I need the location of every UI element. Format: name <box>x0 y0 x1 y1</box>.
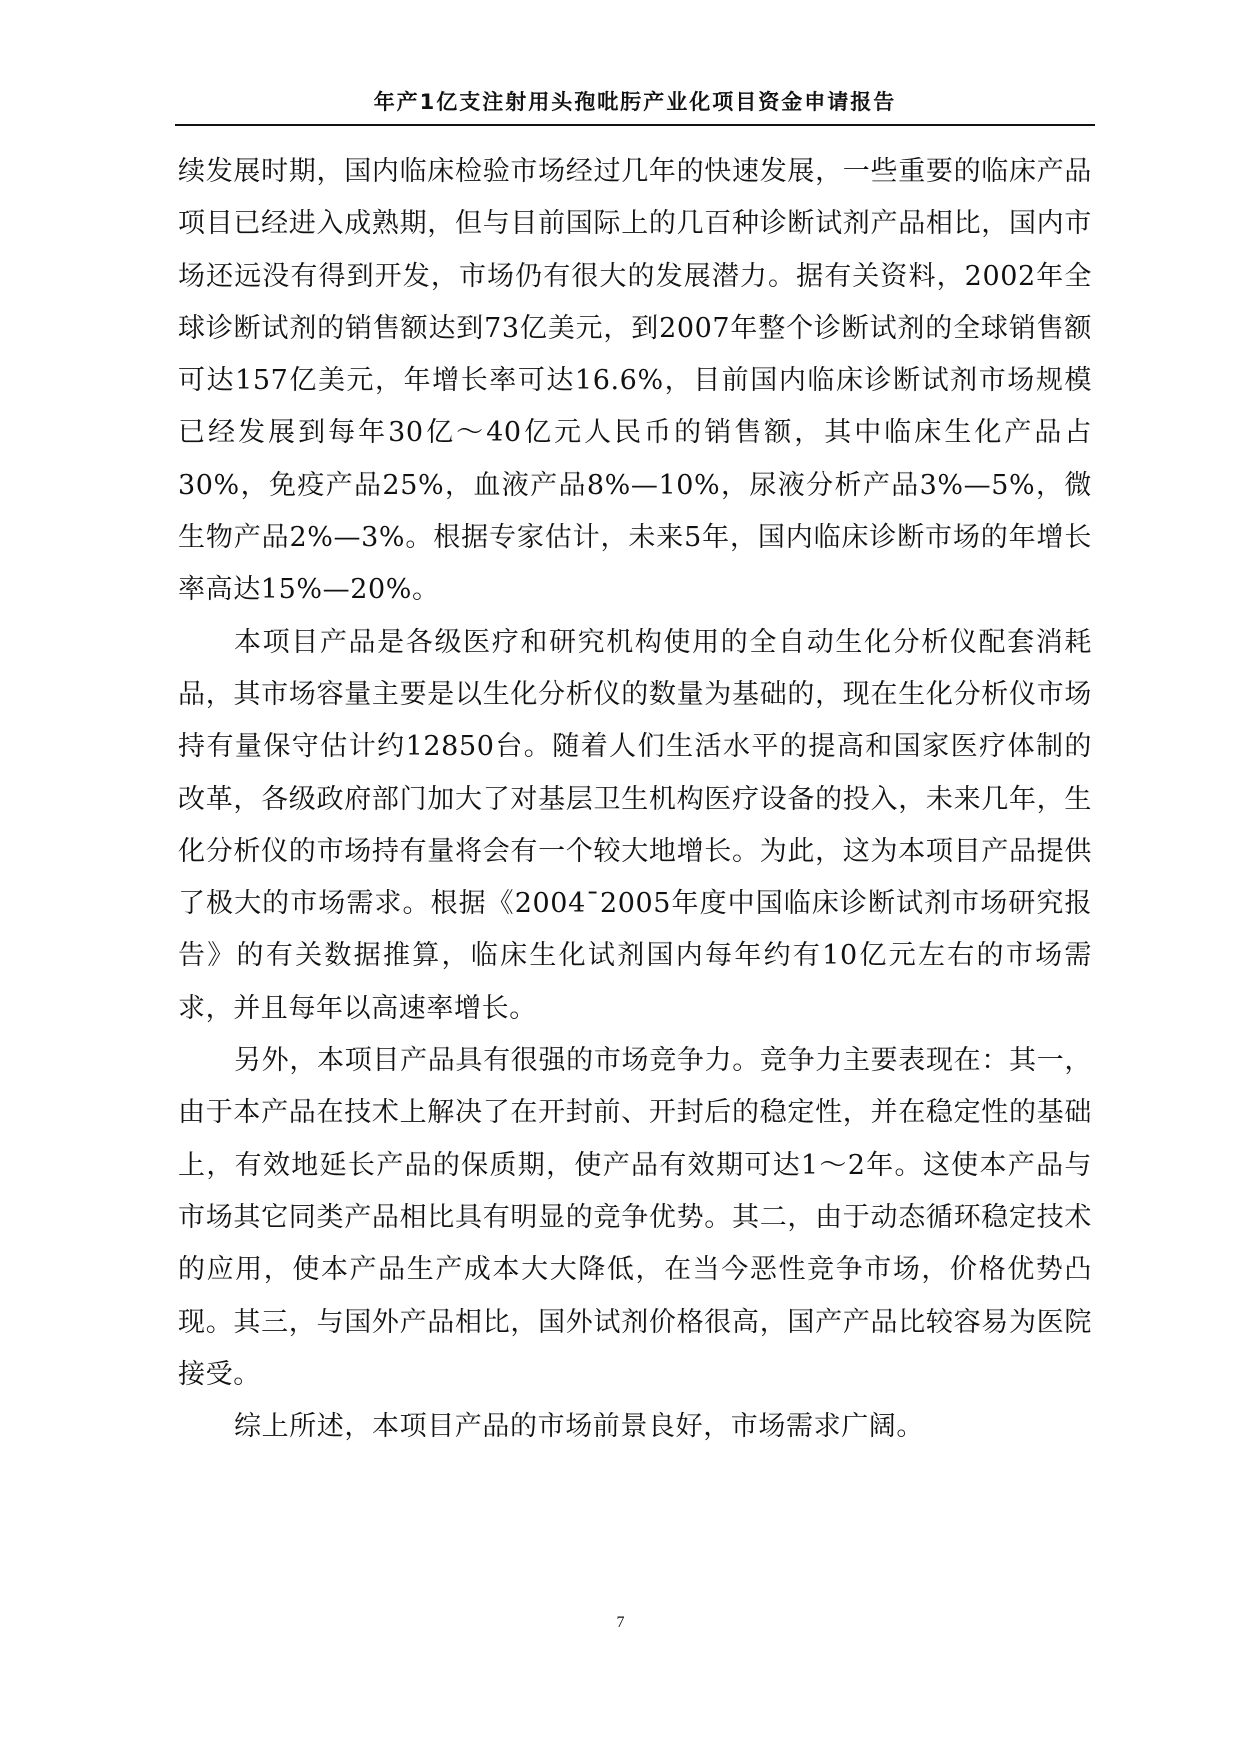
header-divider <box>175 124 1095 126</box>
paragraph-continued: 续发展时期，国内临床检验市场经过几年的快速发展，一些重要的临床产品项目已经进入成熟期，但与目前国际上的几百种诊断试剂产品相比，国内市场还远没有得到开发，市场仍有很大的发展潜力。据有关资料，2002年全球诊断试剂的销售额达到73亿美元，到2007年整个诊断试剂的全球销售额可达157亿美元，年增长率可达16.6%，目前国内临床诊断试剂市场规模已经发展到每年30亿～40亿元人民币的销售额，其中临床生化产品占30%，免疫产品25%，血液产品8%—10%，尿液分析产品3%—5%，微生物产品2%—3%。根据专家估计，未来5年，国内临床诊断市场的年增长率高达15%—20%。 <box>178 156 1092 606</box>
page-number: 7 <box>616 1614 625 1631</box>
paragraph-competitiveness: 另外，本项目产品具有很强的市场竞争力。竞争力主要表现在：其一，由于本产品在技术上解决了在开封前、开封后的稳定性，并在稳定性的基础上，有效地延长产品的保质期，使产品有效期可达1～2年。这使本产品与市场其它同类产品相比具有明显的竞争优势。其二，由于动态循环稳定技术的应用，使本产品生产成本大大降低，在当今恶性竞争市场，价格优势凸现。其三，与国外产品相比，国外试剂价格很高，国产产品比较容易为医院接受。 <box>178 1045 1092 1390</box>
paragraph-market-capacity: 本项目产品是各级医疗和研究机构使用的全自动生化分析仪配套消耗品，其市场容量主要是以生化分析仪的数量为基础的，现在生化分析仪市场持有量保守估计约12850台。随着人们生活水平的提高和国家医疗体制的改革，各级政府部门加大了对基层卫生机构医疗设备的投入，未来几年，生化分析仪的市场持有量将会有一个较大地增长。为此，这为本项目产品提供了极大的市场需求。根据《2004¯2005年度中国临床诊断试剂市场研究报告》的有关数据推算，临床生化试剂国内每年约有10亿元左右的市场需求，并且每年以高速率增长。 <box>178 626 1092 1024</box>
running-header-title: 年产1亿支注射用头孢吡肟产业化项目资金申请报告 <box>373 90 897 114</box>
document-body <box>178 146 1092 1453</box>
paragraph-summary: 综上所述，本项目产品的市场前景良好，市场需求广阔。 <box>234 1411 924 1443</box>
